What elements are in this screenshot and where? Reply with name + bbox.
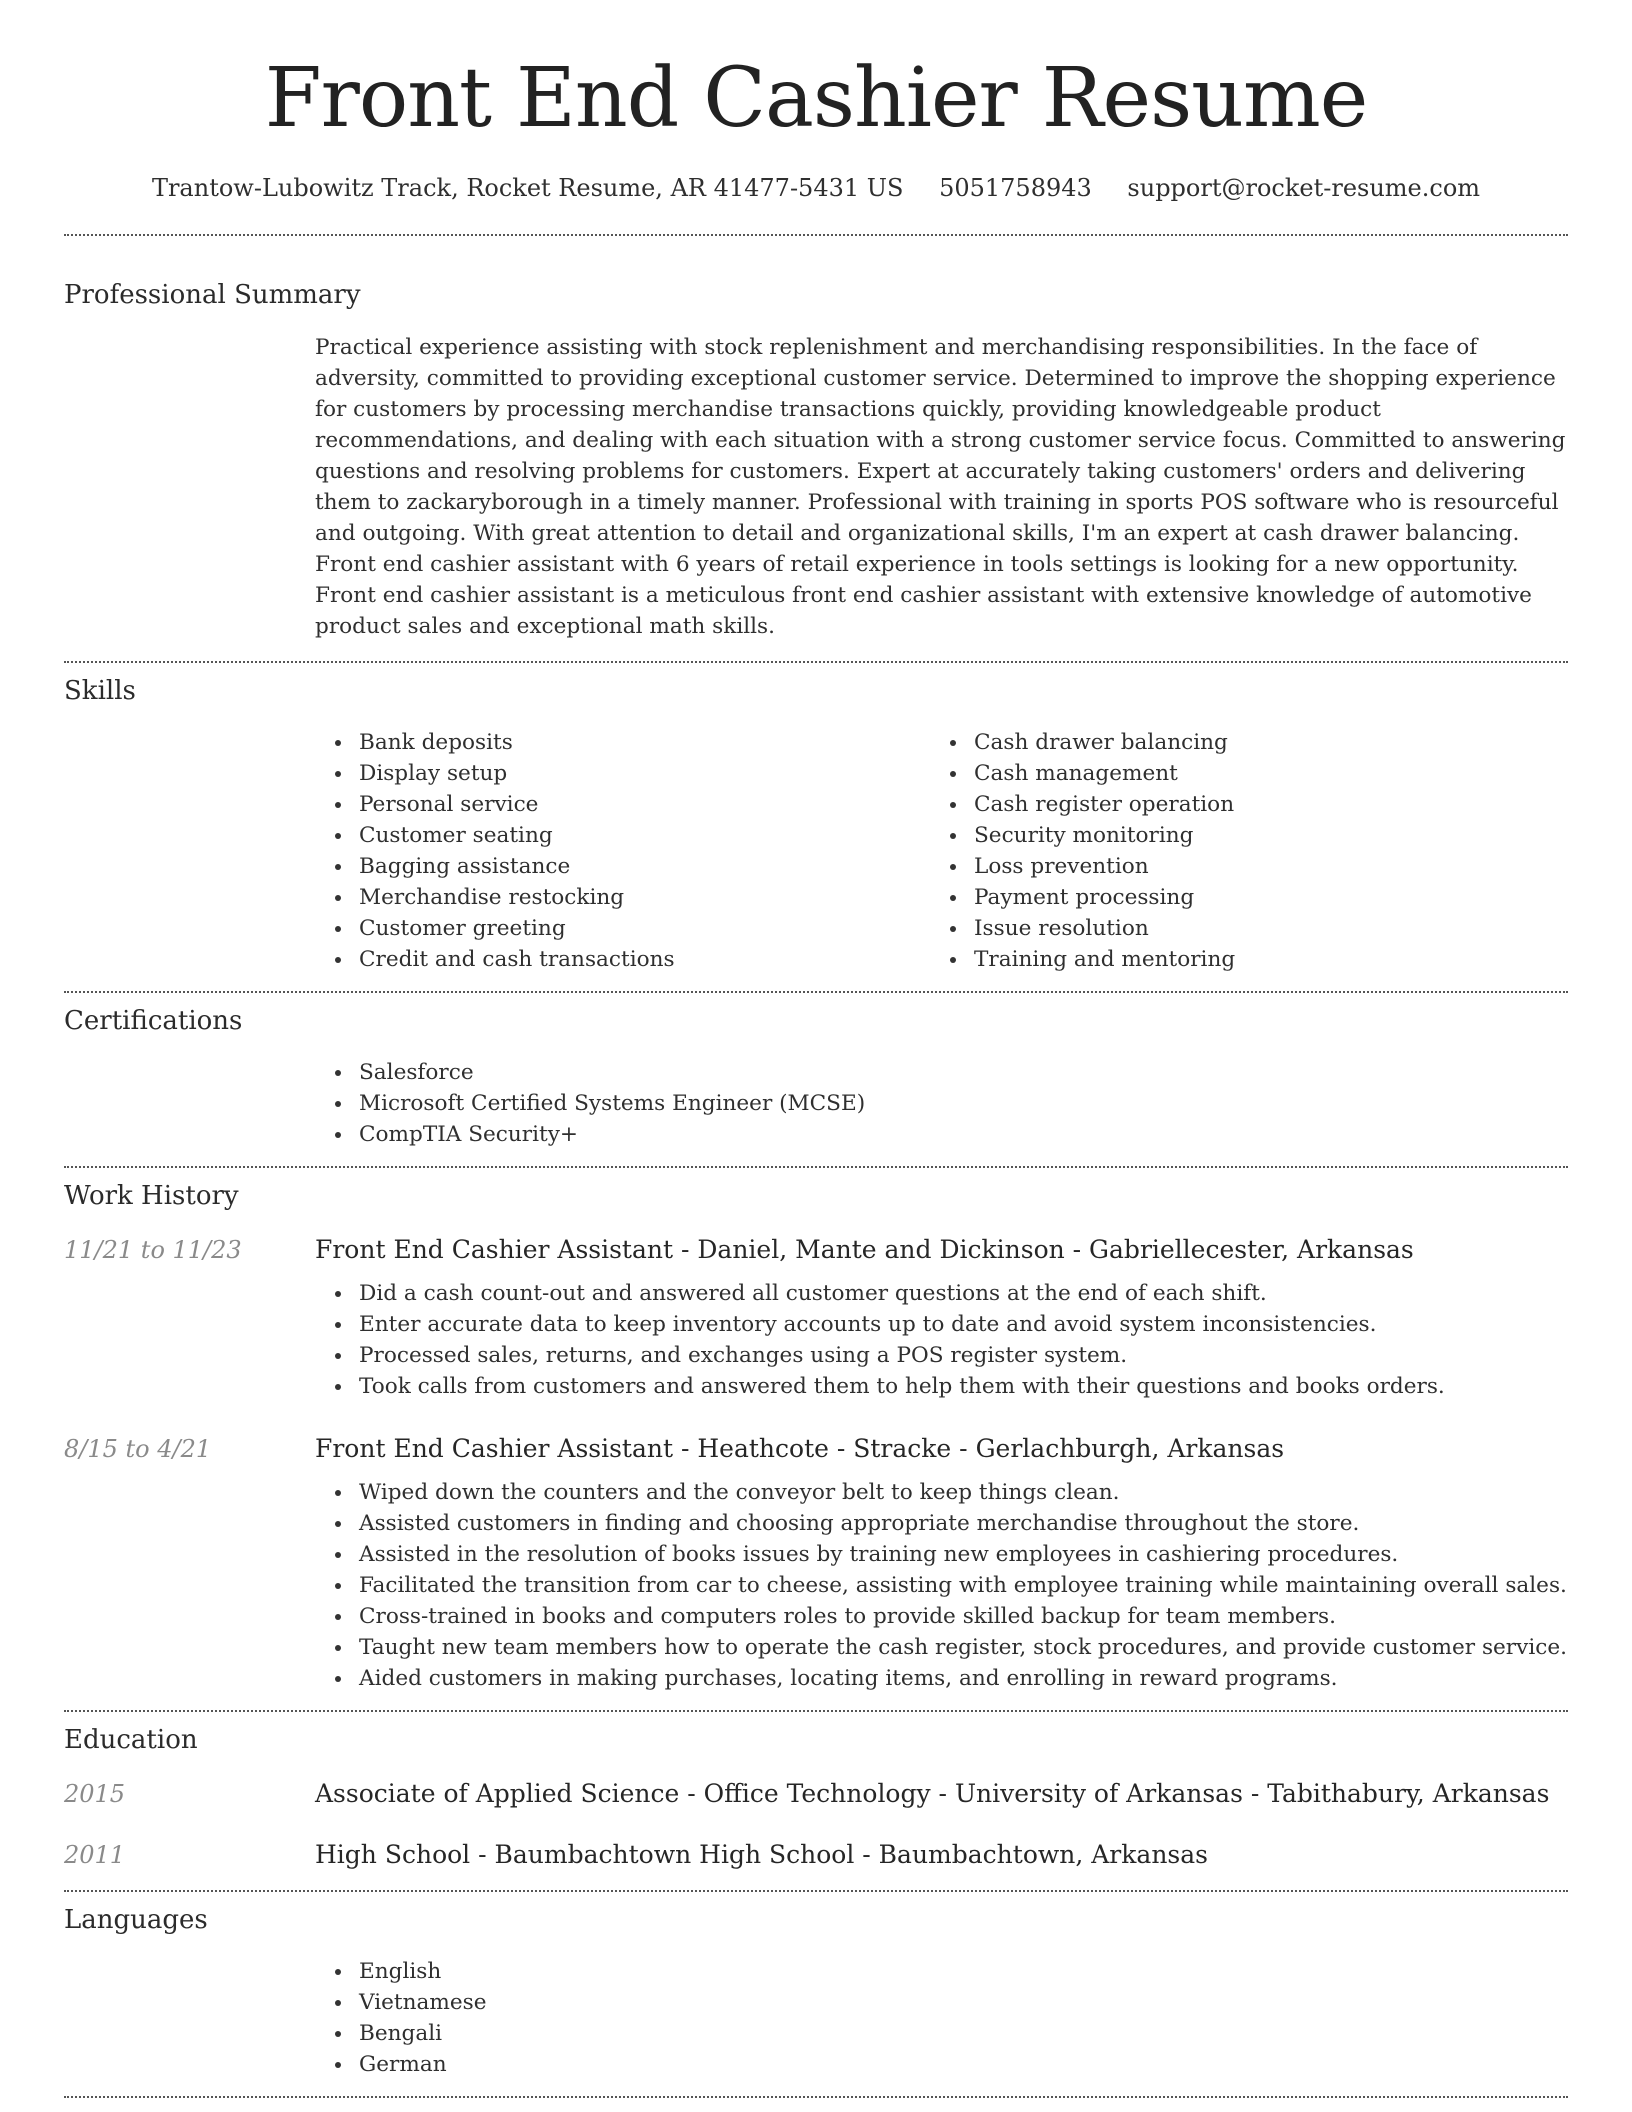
languages-heading: Languages bbox=[64, 1905, 208, 1935]
education-heading: Education bbox=[64, 1725, 198, 1755]
education-entry bbox=[64, 1779, 1568, 1808]
skill-item: Cash drawer balancing bbox=[974, 727, 1545, 758]
education-year: 2011 bbox=[64, 1841, 126, 1869]
job-bullet: Facilitated the transition from car to cheese, assisting with employee training while maintaining overall sales. bbox=[359, 1570, 1568, 1601]
skills-column-right bbox=[930, 727, 1545, 975]
job-bullet: Cross-trained in books and computers roles to provide skilled backup for team members. bbox=[359, 1601, 1568, 1632]
job-bullet: Assisted customers in finding and choosing appropriate merchandise throughout the store. bbox=[359, 1508, 1568, 1539]
skill-item: Loss prevention bbox=[974, 851, 1545, 882]
work-history-section bbox=[64, 1181, 1568, 1694]
contact-address: Trantow-Lubowitz Track, Rocket Resume, AR 41477-5431 US bbox=[151, 174, 904, 202]
work-history-heading: Work History bbox=[64, 1181, 239, 1211]
skill-item: Bank deposits bbox=[359, 727, 930, 758]
skill-item: Bagging assistance bbox=[359, 851, 930, 882]
summary-heading: Professional Summary bbox=[64, 280, 361, 310]
job-bullets bbox=[315, 1477, 1568, 1694]
skill-item: Payment processing bbox=[974, 882, 1545, 913]
resume-page bbox=[64, 0, 1568, 2098]
job-bullet: Assisted in the resolution of books issues by training new employees in cashiering procedures. bbox=[359, 1539, 1568, 1570]
skills-column-left bbox=[315, 727, 930, 975]
education-year: 2015 bbox=[64, 1780, 126, 1808]
job-header bbox=[64, 1434, 1568, 1463]
language-item: English bbox=[359, 1956, 1568, 1987]
certifications-heading: Certifications bbox=[64, 1006, 243, 1036]
education-text: High School - Baumbachtown High School - Baumbachtown, Arkansas bbox=[315, 1840, 1208, 1869]
skill-item: Personal service bbox=[359, 789, 930, 820]
job-entry bbox=[64, 1434, 1568, 1694]
skill-item: Security monitoring bbox=[974, 820, 1545, 851]
resume-title: Front End Cashier Resume bbox=[264, 51, 1368, 146]
contact-phone: 5051758943 bbox=[939, 174, 1092, 202]
divider bbox=[64, 1166, 1568, 1168]
divider bbox=[64, 991, 1568, 993]
education-section bbox=[64, 1725, 1568, 1869]
education-text: Associate of Applied Science - Office Technology - University of Arkansas - Tabithabury, Arkansas bbox=[315, 1779, 1550, 1808]
skill-item: Cash register operation bbox=[974, 789, 1545, 820]
skill-item: Merchandise restocking bbox=[359, 882, 930, 913]
job-entry bbox=[64, 1235, 1568, 1402]
skill-item: Training and mentoring bbox=[974, 944, 1545, 975]
certification-item: CompTIA Security+ bbox=[359, 1119, 1568, 1150]
languages-list bbox=[315, 1956, 1568, 2080]
skill-item: Customer greeting bbox=[359, 913, 930, 944]
certification-item: Microsoft Certified Systems Engineer (MCSE) bbox=[359, 1088, 1568, 1119]
skills-list bbox=[315, 727, 1568, 975]
divider bbox=[64, 234, 1568, 236]
education-entry bbox=[64, 1840, 1568, 1869]
divider bbox=[64, 1710, 1568, 1712]
contact-email: support@rocket-resume.com bbox=[1127, 174, 1481, 202]
skill-item: Display setup bbox=[359, 758, 930, 789]
skill-item: Issue resolution bbox=[974, 913, 1545, 944]
job-heading: Front End Cashier Assistant - Daniel, Mante and Dickinson - Gabriellecester, Arkansas bbox=[315, 1235, 1414, 1264]
job-bullet: Took calls from customers and answered them to help them with their questions and books orders. bbox=[359, 1371, 1568, 1402]
certifications-section bbox=[64, 1006, 1568, 1150]
divider bbox=[64, 661, 1568, 663]
contact-line bbox=[64, 174, 1568, 202]
divider bbox=[64, 2096, 1568, 2098]
job-bullets bbox=[315, 1278, 1568, 1402]
job-bullet: Taught new team members how to operate the cash register, stock procedures, and provide customer service. bbox=[359, 1632, 1568, 1663]
summary-text: Practical experience assisting with stock replenishment and merchandising responsibilities. In the face of adversity, committed to providing exceptional customer service. Determined to improve the shopping experience for customers by processing merchandise transactions quickly, providing knowledgeable product recommendations, and dealing with each situation with a strong customer service focus. Committed to answering questions and resolving problems for customers. Expert at accurately taking customers' orders and delivering them to zackaryborough in a timely manner. Professional with training in sports POS software who is resourceful and outgoing. With great attention to detail and organizational skills, I'm an expert at cash drawer balancing. Front end cashier assistant with 6 years of retail experience in tools settings is looking for a new opportunity. Front end cashier assistant is a meticulous front end cashier assistant with extensive knowledge of automotive product sales and exceptional math skills. bbox=[315, 335, 1566, 639]
summary-section bbox=[64, 280, 1568, 642]
skill-item: Cash management bbox=[974, 758, 1545, 789]
skill-item: Credit and cash transactions bbox=[359, 944, 930, 975]
certifications-list bbox=[315, 1057, 1568, 1150]
job-bullet: Aided customers in making purchases, locating items, and enrolling in reward programs. bbox=[359, 1663, 1568, 1694]
certification-item: Salesforce bbox=[359, 1057, 1568, 1088]
languages-section bbox=[64, 1905, 1568, 2080]
job-dates: 11/21 to 11/23 bbox=[64, 1236, 242, 1264]
job-bullet: Processed sales, returns, and exchanges using a POS register system. bbox=[359, 1340, 1568, 1371]
skill-item: Customer seating bbox=[359, 820, 930, 851]
job-dates: 8/15 to 4/21 bbox=[64, 1435, 212, 1463]
divider bbox=[64, 1890, 1568, 1892]
language-item: German bbox=[359, 2049, 1568, 2080]
job-header bbox=[64, 1235, 1568, 1264]
job-bullet: Enter accurate data to keep inventory accounts up to date and avoid system inconsistencies. bbox=[359, 1309, 1568, 1340]
language-item: Vietnamese bbox=[359, 1987, 1568, 2018]
job-bullet: Did a cash count-out and answered all customer questions at the end of each shift. bbox=[359, 1278, 1568, 1309]
job-bullet: Wiped down the counters and the conveyor belt to keep things clean. bbox=[359, 1477, 1568, 1508]
skills-section bbox=[64, 676, 1568, 975]
language-item: Bengali bbox=[359, 2018, 1568, 2049]
job-heading: Front End Cashier Assistant - Heathcote - Stracke - Gerlachburgh, Arkansas bbox=[315, 1434, 1285, 1463]
skills-heading: Skills bbox=[64, 676, 136, 706]
